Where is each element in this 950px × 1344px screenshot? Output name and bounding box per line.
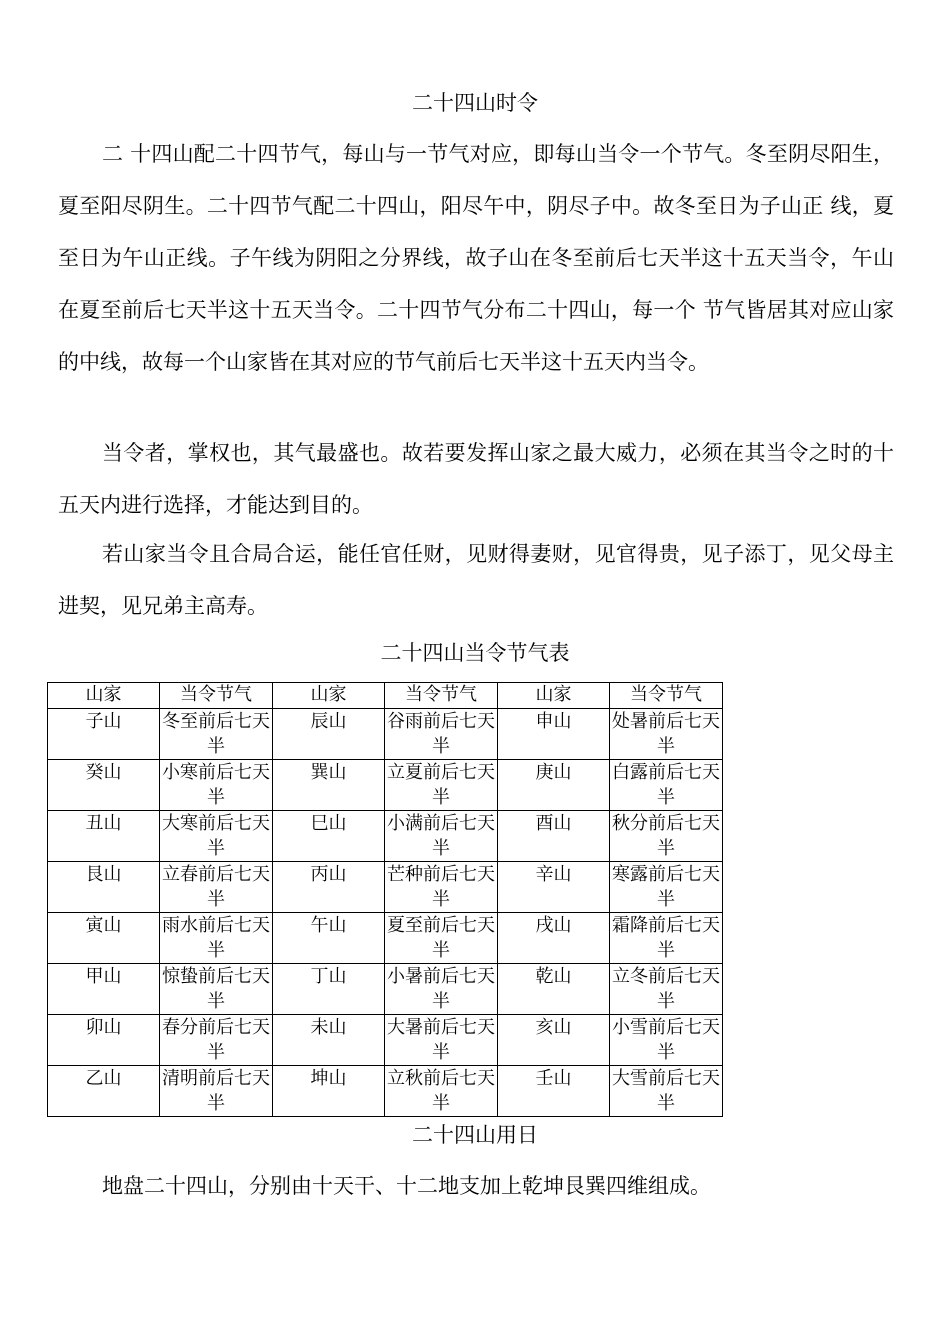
mountain-cell: 未山 <box>273 1015 385 1066</box>
table-header-row <box>48 683 723 709</box>
mountain-cell: 戌山 <box>498 913 610 964</box>
solar-term-cell: 寒露前后七天半 <box>610 862 723 913</box>
solar-term-cell: 清明前后七天半 <box>160 1066 273 1117</box>
table-row <box>48 709 723 760</box>
mountain-cell: 壬山 <box>498 1066 610 1117</box>
solar-term-table <box>47 682 723 1117</box>
mountain-cell: 寅山 <box>48 913 160 964</box>
mountain-cell: 丁山 <box>273 964 385 1015</box>
paragraph-dangling: 当令者，掌权也，其气最盛也。故若要发挥山家之最大威力，必须在其当令之时的十五天内进行选择，才能达到目的。 <box>58 441 894 517</box>
paragraph-dipan: 地盘二十四山，分别由十天干、十二地支加上乾坤艮巽四维组成。 <box>102 1174 711 1198</box>
mountain-cell: 申山 <box>498 709 610 760</box>
mountain-cell: 癸山 <box>48 760 160 811</box>
mountain-cell: 坤山 <box>273 1066 385 1117</box>
paragraph-intro: 二 十四山配二十四节气，每山与一节气对应，即每山当令一个节气。冬至阴尽阳生，夏至阳尽阴生。二十四节气配二十四山，阳尽午中，阴尽子中。故冬至日为子山正 线，夏至日为午山正线。子午线为阴阳之分界线，故子山在冬至前后七天半这十五天当令，午山在夏至前后七天半这十五天当令。二十四节气分布二十四山，每一个 节气皆居其对应山家的中线，故每一个山家皆在其对应的节气前后七天半这十五天内当令。 <box>58 142 894 374</box>
solar-term-cell: 惊蛰前后七天半 <box>160 964 273 1015</box>
mountain-cell: 乾山 <box>498 964 610 1015</box>
solar-term-cell: 冬至前后七天半 <box>160 709 273 760</box>
header-cell-solar-term: 当令节气 <box>385 683 498 709</box>
mountain-cell: 卯山 <box>48 1015 160 1066</box>
mountain-cell: 子山 <box>48 709 160 760</box>
solar-term-cell: 小寒前后七天半 <box>160 760 273 811</box>
header-cell-solar-term: 当令节气 <box>610 683 723 709</box>
mountain-cell: 庚山 <box>498 760 610 811</box>
table-row <box>48 964 723 1015</box>
table-row <box>48 862 723 913</box>
table-row <box>48 760 723 811</box>
section-title-shiling: 二十四山时令 <box>412 91 538 115</box>
solar-term-cell: 大暑前后七天半 <box>385 1015 498 1066</box>
table-row <box>48 1015 723 1066</box>
mountain-cell: 辛山 <box>498 862 610 913</box>
solar-term-cell: 雨水前后七天半 <box>160 913 273 964</box>
solar-term-cell: 秋分前后七天半 <box>610 811 723 862</box>
solar-term-cell: 春分前后七天半 <box>160 1015 273 1066</box>
solar-term-cell: 立冬前后七天半 <box>610 964 723 1015</box>
solar-term-cell: 小暑前后七天半 <box>385 964 498 1015</box>
table-row <box>48 1066 723 1117</box>
mountain-cell: 辰山 <box>273 709 385 760</box>
solar-term-cell: 谷雨前后七天半 <box>385 709 498 760</box>
mountain-cell: 乙山 <box>48 1066 160 1117</box>
table-row <box>48 913 723 964</box>
mountain-cell: 巳山 <box>273 811 385 862</box>
header-cell-mountain: 山家 <box>273 683 385 709</box>
table-title: 二十四山当令节气表 <box>380 641 570 665</box>
section-title-yongri: 二十四山用日 <box>412 1123 538 1147</box>
mountain-cell: 丙山 <box>273 862 385 913</box>
solar-term-cell: 大雪前后七天半 <box>610 1066 723 1117</box>
solar-term-cell: 霜降前后七天半 <box>610 913 723 964</box>
header-cell-mountain: 山家 <box>48 683 160 709</box>
solar-term-cell: 夏至前后七天半 <box>385 913 498 964</box>
solar-term-cell: 白露前后七天半 <box>610 760 723 811</box>
header-cell-solar-term: 当令节气 <box>160 683 273 709</box>
solar-term-cell: 立春前后七天半 <box>160 862 273 913</box>
solar-term-cell: 芒种前后七天半 <box>385 862 498 913</box>
solar-term-cell: 立秋前后七天半 <box>385 1066 498 1117</box>
mountain-cell: 丑山 <box>48 811 160 862</box>
mountain-cell: 甲山 <box>48 964 160 1015</box>
solar-term-cell: 大寒前后七天半 <box>160 811 273 862</box>
paragraph-effects: 若山家当令且合局合运，能任官任财，见财得妻财，见官得贵，见子添丁，见父母主进契，见兄弟主高寿。 <box>58 542 894 618</box>
mountain-cell: 巽山 <box>273 760 385 811</box>
solar-term-cell: 小满前后七天半 <box>385 811 498 862</box>
solar-term-cell: 立夏前后七天半 <box>385 760 498 811</box>
mountain-cell: 艮山 <box>48 862 160 913</box>
mountain-cell: 亥山 <box>498 1015 610 1066</box>
table-row <box>48 811 723 862</box>
mountain-cell: 酉山 <box>498 811 610 862</box>
mountain-cell: 午山 <box>273 913 385 964</box>
solar-term-cell: 处暑前后七天半 <box>610 709 723 760</box>
header-cell-mountain: 山家 <box>498 683 610 709</box>
solar-term-cell: 小雪前后七天半 <box>610 1015 723 1066</box>
